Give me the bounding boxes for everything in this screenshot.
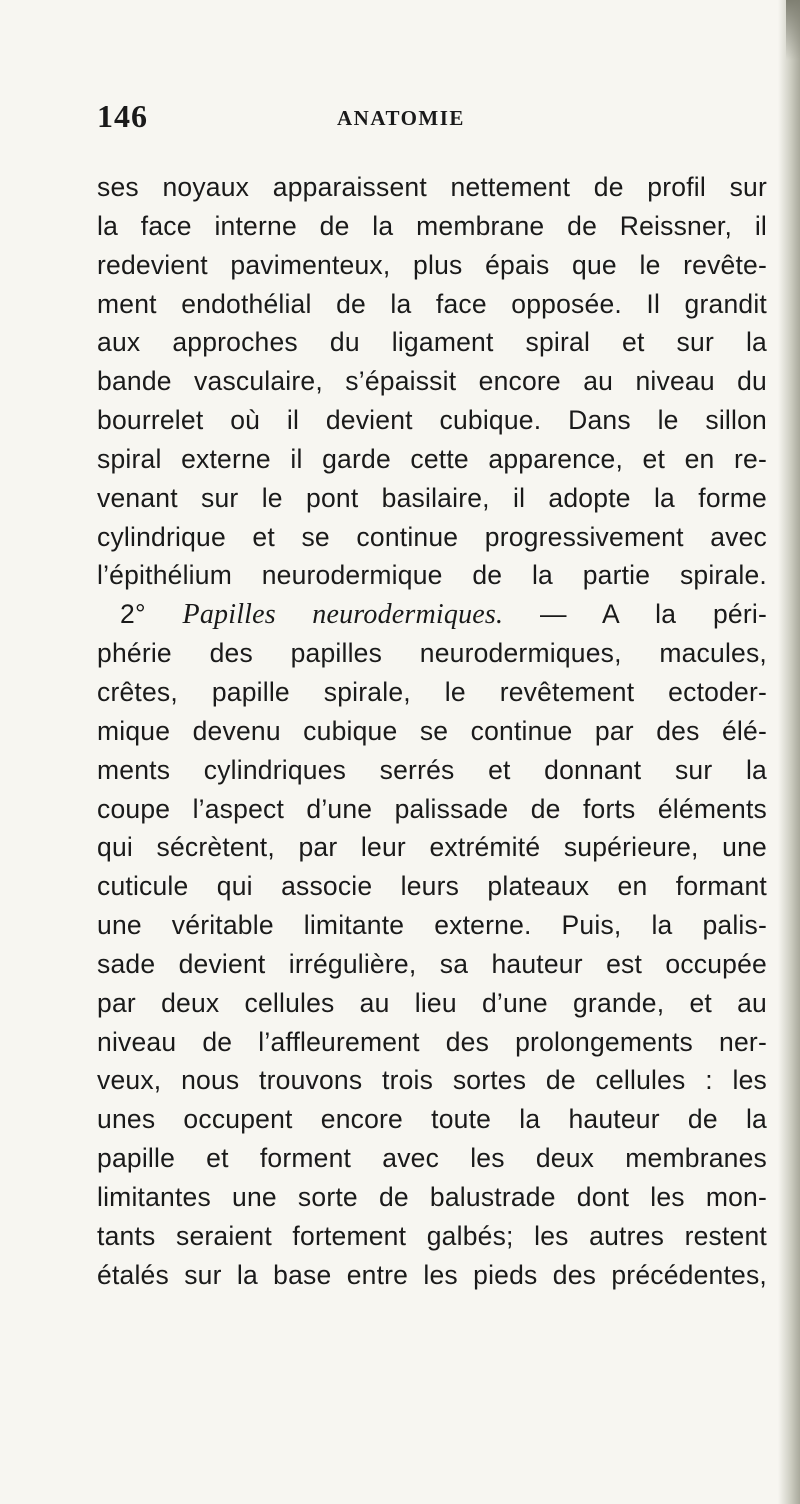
text-line: cylindrique et se continue progressivement avec — [97, 521, 767, 552]
text-line: venant sur le pont basilaire, il adopte la forme — [97, 482, 767, 513]
page-header — [97, 98, 747, 138]
text-line: l’épithélium neurodermique de la partie spirale. — [97, 560, 767, 591]
text-line: redevient pavimenteux, plus épais que le revête- — [97, 249, 767, 280]
text-line: phérie des papilles neurodermiques, macules, — [97, 638, 767, 669]
text-line: ments cylindriques serrés et donnant sur la — [97, 754, 767, 785]
text-line: crêtes, papille spirale, le revêtement ectoder- — [97, 676, 767, 707]
text-line: mique devenu cubique se continue par des élé- — [97, 715, 767, 746]
text-line: la face interne de la membrane de Reissner, il — [97, 210, 767, 241]
text-line: spiral externe il garde cette apparence, et en re- — [97, 443, 767, 474]
section-title: Papilles neurodermiques. — [182, 599, 504, 631]
text-line: ment endothélial de la face opposée. Il grandit — [97, 288, 767, 319]
text-line: tants seraient fortement galbés; les autres restent — [97, 1220, 767, 1251]
text-line: veux, nous trouvons trois sortes de cellules : les — [97, 1065, 767, 1096]
text-line: bande vasculaire, s’épaissit encore au niveau du — [97, 366, 767, 397]
text-line: ses noyaux apparaissent nettement de profil sur — [97, 172, 767, 202]
section-number: 2° — [120, 599, 146, 630]
page-number: 146 — [97, 98, 148, 134]
text-line: une véritable limitante externe. Puis, la palis- — [97, 910, 767, 941]
page-edge-dark-corner — [786, 0, 800, 60]
text-line: étalés sur la base entre les pieds des précédentes, — [97, 1259, 767, 1290]
text-line: aux approches du ligament spiral et sur la — [97, 327, 767, 358]
running-head: ANATOMIE — [337, 106, 465, 130]
text-line: cuticule qui associe leurs plateaux en formant — [97, 871, 767, 902]
text-line: coupe l’aspect d’une palissade de forts éléments — [97, 793, 767, 824]
text-line: par deux cellules au lieu d’une grande, et au — [97, 987, 767, 1018]
text-line: limitantes une sorte de balustrade dont les mon- — [97, 1181, 767, 1212]
section-heading-line — [97, 595, 767, 634]
body-text — [97, 168, 767, 1294]
text-line: papille et forment avec les deux membranes — [97, 1143, 767, 1174]
text-line: qui sécrètent, par leur extrémité supérieure, une — [97, 832, 767, 863]
section-lead-text: — A la péri- — [539, 599, 767, 630]
text-line: bourrelet où il devient cubique. Dans le sillon — [97, 405, 767, 436]
page-edge-shadow — [778, 0, 800, 1504]
text-line: niveau de l’affleurement des prolongements ner- — [97, 1026, 767, 1057]
text-line: unes occupent encore toute la hauteur de la — [97, 1104, 767, 1135]
text-line: sade devient irrégulière, sa hauteur est occupée — [97, 948, 767, 979]
